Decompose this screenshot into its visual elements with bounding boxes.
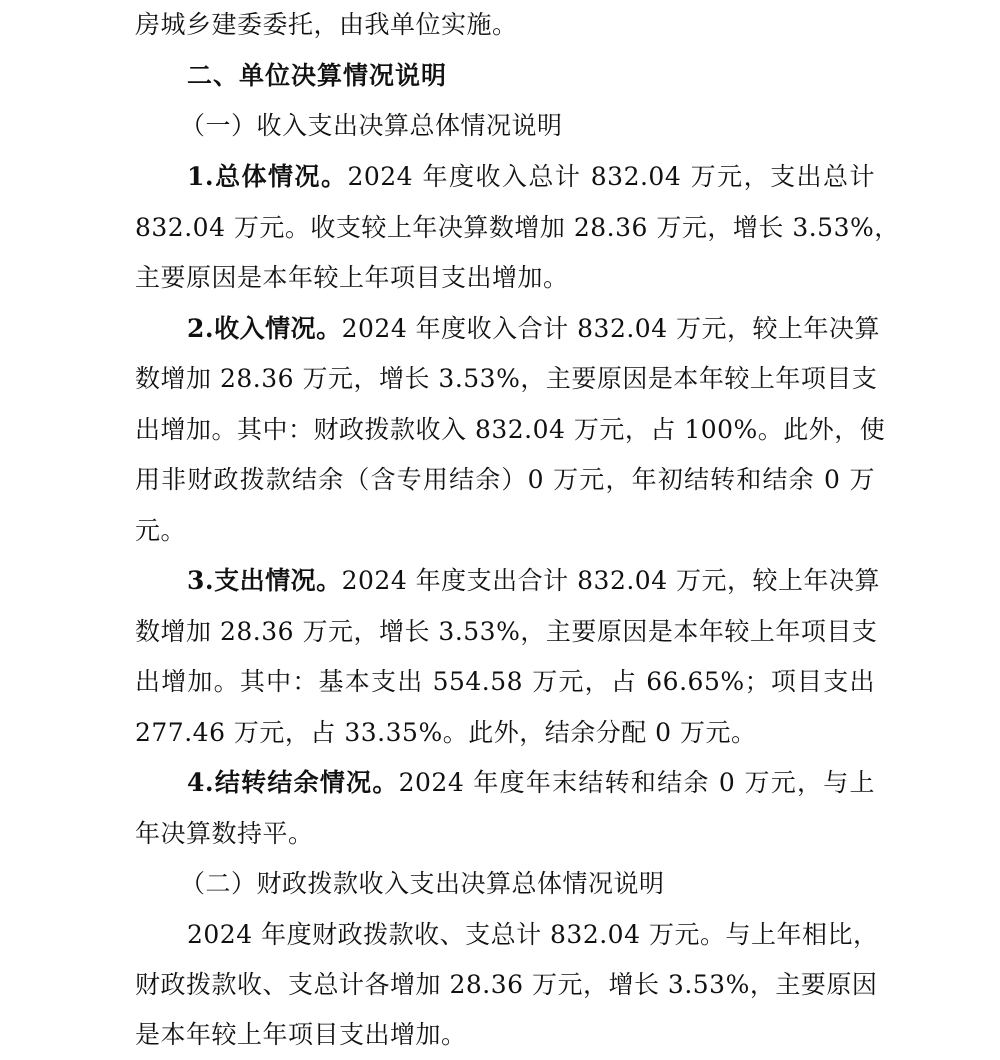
text-line: 主要原因是本年较上年项目支出增加。 xyxy=(135,263,569,292)
paragraph-balance-line xyxy=(187,758,875,808)
paragraph-lead: 4.结转结余情况。 xyxy=(187,768,399,797)
text-line: 出增加。其中：基本支出 554.58 万元，占 66.65%；项目支出 xyxy=(135,667,875,696)
paragraph-text: 2024 年度年末结转和结余 0 万元，与上 xyxy=(398,768,875,797)
text-line: 277.46 万元，占 33.35%。此外，结余分配 0 万元。 xyxy=(135,718,757,747)
paragraph-text: 2024 年度收入合计 832.04 万元，较上年决算 xyxy=(341,314,881,343)
paragraph-text: 2024 年度支出合计 832.04 万元，较上年决算 xyxy=(341,566,881,595)
text-line: 用非财政拨款结余（含专用结余）0 万元，年初结转和结余 0 万 xyxy=(135,465,875,494)
subsection-heading: （一）收入支出决算总体情况说明 xyxy=(180,111,563,140)
paragraph-lead: 1.总体情况。 xyxy=(187,162,348,191)
subsection-heading: （二）财政拨款收入支出决算总体情况说明 xyxy=(180,869,665,898)
text-line: 数增加 28.36 万元，增长 3.53%，主要原因是本年较上年项目支 xyxy=(135,617,878,646)
text-line: 房城乡建委委托，由我单位实施。 xyxy=(135,10,518,39)
text-line: 2024 年度财政拨款收、支总计 832.04 万元。与上年相比， xyxy=(187,920,879,949)
paragraph-lead: 2.收入情况。 xyxy=(187,314,342,343)
paragraph-text: 2024 年度收入总计 832.04 万元，支出总计 xyxy=(347,162,875,191)
section-heading: 二、单位决算情况说明 xyxy=(187,61,448,90)
text-line: 是本年较上年项目支出增加。 xyxy=(135,1020,467,1049)
text-line: 年决算数持平。 xyxy=(135,819,314,848)
text-line: 出增加。其中：财政拨款收入 832.04 万元，占 100%。此外，使 xyxy=(135,415,886,444)
paragraph-lead: 3.支出情况。 xyxy=(187,566,342,595)
paragraph-income-line xyxy=(187,304,881,354)
paragraph-expense-line xyxy=(187,556,881,606)
text-line: 财政拨款收、支总计各增加 28.36 万元，增长 3.53%，主要原因 xyxy=(135,970,878,999)
text-line: 832.04 万元。收支较上年决算数增加 28.36 万元，增长 3.53%， xyxy=(135,213,900,242)
text-line: 数增加 28.36 万元，增长 3.53%，主要原因是本年较上年项目支 xyxy=(135,364,878,393)
paragraph-overall-line xyxy=(187,152,875,202)
text-line: 元。 xyxy=(135,516,187,545)
